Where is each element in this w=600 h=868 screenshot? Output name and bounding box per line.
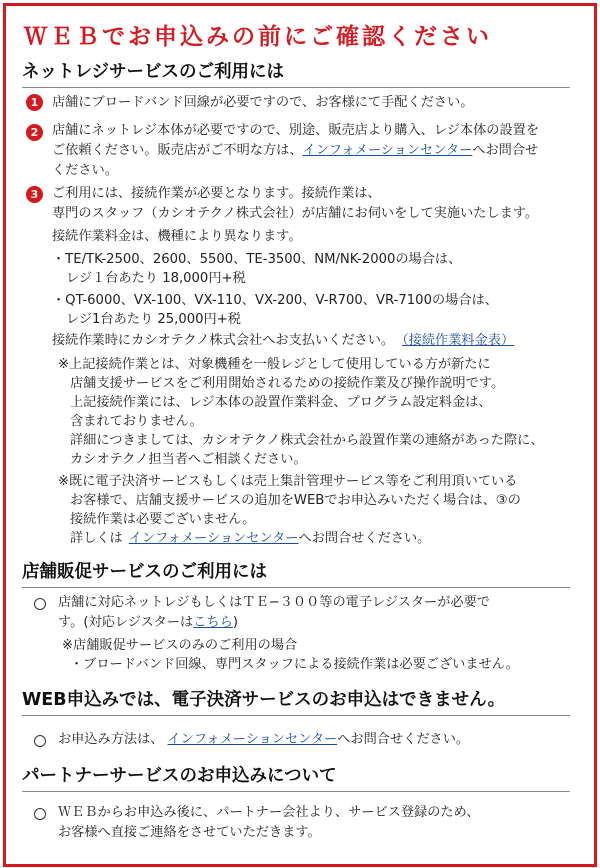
note2-line4: 詳しくは インフォメーションセンターへお問合せください。 bbox=[70, 531, 431, 546]
item2-line3: ください。 bbox=[52, 163, 118, 178]
section-heading-store-promotion: 店舗販促サービスのご利用には bbox=[22, 558, 570, 588]
item1-text: 店舗にブロードバンド回線が必要ですので、お客様にて手配ください。 bbox=[52, 95, 474, 110]
section-heading-netregi: ネットレジサービスのご利用には bbox=[22, 58, 570, 88]
note2-line3: 接続作業は必要ございません。 bbox=[70, 512, 256, 527]
partner-line2: お客様へ直接ご連絡をさせていただきます。 bbox=[58, 825, 321, 840]
fee1-line2: レジ１台あたり 18,000円+税 bbox=[66, 271, 246, 286]
note1-line6: カシオテクノ担当者へご相談ください。 bbox=[70, 452, 307, 467]
circle-bullet-icon bbox=[34, 598, 46, 610]
note1-line4: 含まれておりません。 bbox=[70, 414, 203, 429]
circle-bullet-icon bbox=[34, 808, 46, 820]
number-badge-1: 1 bbox=[26, 94, 43, 111]
item3-line1: ご利用には、接続作業が必要となります。接続作業は、 bbox=[52, 186, 381, 201]
item3-line2: 専門のスタッフ（カシオテクノ株式会社）が店舗にお伺いをして実施いたします。 bbox=[52, 206, 539, 221]
promo-line1: 店舗に対応ネットレジもしくはＴＥ−３００等の電子レジスターが必要で bbox=[58, 595, 490, 610]
apply-method-line: お申込み方法は、 インフォメーションセンターへお問合せください。 bbox=[58, 732, 470, 747]
note1-line1: ※上記接続作業とは、対象機種を一般レジとして使用している方が新たに bbox=[58, 357, 491, 372]
fee2-line2: レジ1台あたり 25,000円+税 bbox=[66, 312, 241, 327]
note2-line2: お客様で、店舗支援サービスの追加をWEBでお申込みいただく場合は、③の bbox=[70, 493, 521, 508]
note1-line2: 店舗支援サービスをご利用開始されるための接続作業及び操作説明です。 bbox=[70, 376, 505, 391]
item2-line1: 店舗にネットレジ本体が必要ですので、別途、販売店より購入、レジ本体の設置を bbox=[52, 123, 540, 138]
note1-line5: 詳細につきましては、カシオテクノ株式会社から設置作業の連絡があった際に、 bbox=[70, 433, 544, 448]
note1-line3: 上記接続作業には、レジ本体の設置作業料金、プログラム設定料金は、 bbox=[70, 395, 492, 410]
fee2-line1: ・QT-6000、VX-100、VX-110、VX-200、V-R700、VR-7100の場合は、 bbox=[52, 293, 498, 308]
information-center-link[interactable]: インフォメーションセンター bbox=[302, 143, 473, 158]
item2-line2: ご依頼ください。販売店がご不明な方は、インフォメーションセンターへお問合せ bbox=[52, 143, 539, 158]
compatible-register-link[interactable]: こちら bbox=[193, 615, 233, 630]
section-heading-partner: パートナーサービスのお申込みについて bbox=[22, 762, 570, 792]
information-center-link[interactable]: インフォメーションセンター bbox=[167, 732, 338, 747]
promo-note-line2: ・ブロードバンド回線、専門スタッフによる接続作業は必要ございません。 bbox=[70, 657, 519, 672]
section-heading-web-notice: WEB申込みでは、電子決済サービスのお申込はできません。 bbox=[22, 686, 570, 716]
number-badge-2: 2 bbox=[26, 124, 43, 141]
note2-line1: ※既に電子決済サービスもしくは売上集計管理サービス等をご利用頂いている bbox=[58, 474, 518, 489]
circle-bullet-icon bbox=[34, 735, 46, 747]
number-badge-3: 3 bbox=[26, 186, 43, 203]
information-center-link[interactable]: インフォメーションセンター bbox=[128, 531, 299, 546]
page-title: ＷＥＢでお申込みの前にご確認ください bbox=[24, 24, 492, 50]
fee1-line1: ・TE/TK-2500、2600、5500、TE-3500、NM/NK-2000の場合は、 bbox=[52, 252, 462, 267]
connection-fee-table-link[interactable]: （接続作業料金表） bbox=[402, 333, 515, 348]
promo-line2: す。(対応レジスターはこちら) bbox=[58, 615, 238, 630]
fee-intro: 接続作業料金は、機種により異なります。 bbox=[52, 229, 302, 244]
payment-line: 接続作業時にカシオテクノ株式会社へお支払いください。 （接続作業料金表） bbox=[52, 333, 515, 348]
promo-note-line1: ※店舗販促サービスのみのご利用の場合 bbox=[62, 638, 298, 653]
partner-line1: ＷＥＢからお申込み後に、パートナー会社より、サービス登録のため、 bbox=[58, 805, 480, 820]
